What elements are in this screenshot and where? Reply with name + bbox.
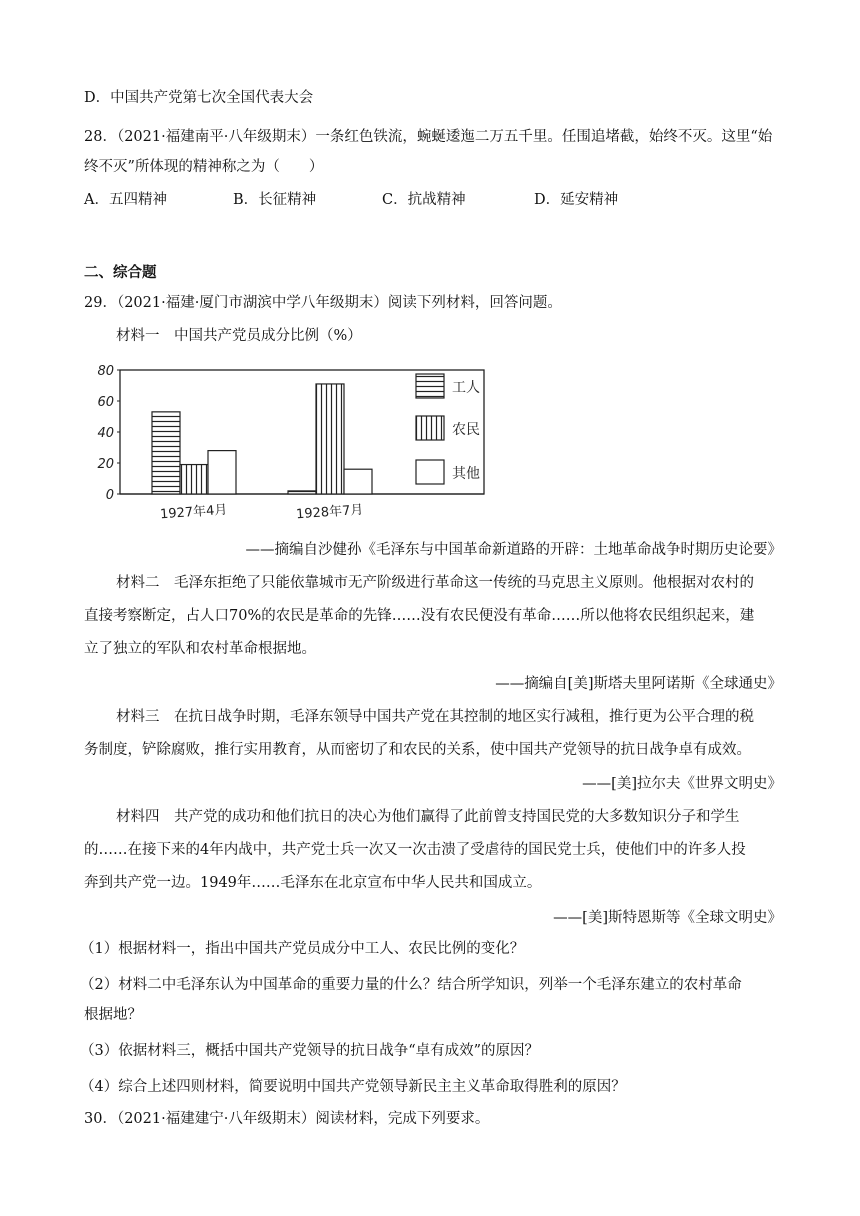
material3-line2: 务制度，铲除腐败，推行实用教育，从而密切了和农民的关系，使中国共产党领导的抗日战争卓有成效。 <box>84 742 751 758</box>
party-composition-chart <box>84 364 488 528</box>
y-tick-label: 20 <box>97 457 114 472</box>
legend-swatch-工人 <box>416 374 444 398</box>
question-3: （3）依据材料三，概括中国共产党领导的抗日战争“卓有成效”的原因？ <box>80 1043 540 1059</box>
y-axis <box>97 364 120 503</box>
bar-工人-1928年7月 <box>288 491 316 494</box>
material2-line2: 直接考察断定，占人口70%的农民是革命的先锋……没有农民便没有革命……所以他将农民组织起来，建 <box>84 608 755 624</box>
material1-caption: 材料一 中国共产党员成分比例（%） <box>116 328 362 344</box>
y-tick-label: 40 <box>97 426 114 441</box>
q28-option-d: D．延安精神 <box>534 192 619 208</box>
question-1: （1）根据材料一，指出中国共产党员成分中工人、农民比例的变化？ <box>80 941 525 957</box>
material3-line1: 材料三 在抗日战争时期，毛泽东领导中国共产党在其控制的地区实行减租，推行更为公平合理的税 <box>116 709 754 725</box>
bar-其他-1927年4月 <box>208 451 236 494</box>
bar-工人-1927年4月 <box>152 412 180 494</box>
material4-line3: 奔到共产党一边。1949年……毛泽东在北京宣布中华人民共和国成立。 <box>84 875 542 891</box>
x-axis <box>160 502 364 523</box>
q28-stem-line2: 终不灭”所体现的精神称之为（ ） <box>84 159 324 175</box>
x-tick-label: 1928年7月 <box>295 502 364 523</box>
q29-stem: 29．（2021·福建·厦门市湖滨中学八年级期末）阅读下列材料，回答问题。 <box>84 295 562 311</box>
material3-source: ——[美]拉尔夫《世界文明史》 <box>582 776 782 792</box>
y-tick-label: 60 <box>97 395 114 410</box>
bar-农民-1928年7月 <box>316 384 344 494</box>
legend-label-农民: 农民 <box>452 422 480 438</box>
bars <box>152 384 372 494</box>
question-4: （4）综合上述四则材料，简要说明中国共产党领导新民主主义革命取得胜利的原因？ <box>80 1079 626 1095</box>
material2-line3: 立了独立的军队和农村革命根据地。 <box>84 641 316 657</box>
legend <box>416 374 480 484</box>
bar-农民-1927年4月 <box>180 465 208 494</box>
y-tick-label: 80 <box>97 364 114 379</box>
material2-source: ——摘编自[美]斯塔夫里阿诺斯《全球通史》 <box>495 676 782 692</box>
material4-source: ——[美]斯特恩斯等《全球文明史》 <box>553 910 782 926</box>
legend-swatch-其他 <box>416 460 444 484</box>
section-title: 二、综合题 <box>84 264 157 281</box>
x-tick-label: 1927年4月 <box>159 502 228 523</box>
material1-source: ——摘编自沙健孙《毛泽东与中国革命新道路的开辟：土地革命战争时期历史论要》 <box>245 542 782 558</box>
question-2-line2: 根据地？ <box>84 1007 142 1023</box>
q28-option-a: A．五四精神 <box>84 192 167 208</box>
question-2-line1: （2）材料二中毛泽东认为中国革命的重要力量的什么？结合所学知识，列举一个毛泽东建立的农村革命 <box>80 977 742 993</box>
q30-stem: 30．（2021·福建建宁·八年级期末）阅读材料，完成下列要求。 <box>84 1111 490 1127</box>
legend-label-其他: 其他 <box>452 466 480 482</box>
material4-line1: 材料四 共产党的成功和他们抗日的决心为他们赢得了此前曾支持国民党的大多数知识分子和学生 <box>116 809 740 825</box>
q28-option-c: C．抗战精神 <box>382 192 466 208</box>
material4-line2: 的……在接下来的4年内战中，共产党士兵一次又一次击溃了受虐待的国民党士兵，使他们中的许多人投 <box>84 842 746 858</box>
q28-option-b: B．长征精神 <box>233 192 317 208</box>
legend-label-工人: 工人 <box>452 380 480 396</box>
q27-option-d: D．中国共产党第七次全国代表大会 <box>84 90 314 106</box>
legend-swatch-农民 <box>416 416 444 440</box>
q28-stem-line1: 28．（2021·福建南平·八年级期末）一条红色铁流，蜿蜒逶迤二万五千里。任围追堵截，始终不灭。这里“始 <box>84 129 773 145</box>
material2-line1: 材料二 毛泽东拒绝了只能依靠城市无产阶级进行革命这一传统的马克思主义原则。他根据对农村的 <box>116 575 754 591</box>
y-tick-label: 0 <box>105 488 114 503</box>
bar-其他-1928年7月 <box>344 469 372 494</box>
